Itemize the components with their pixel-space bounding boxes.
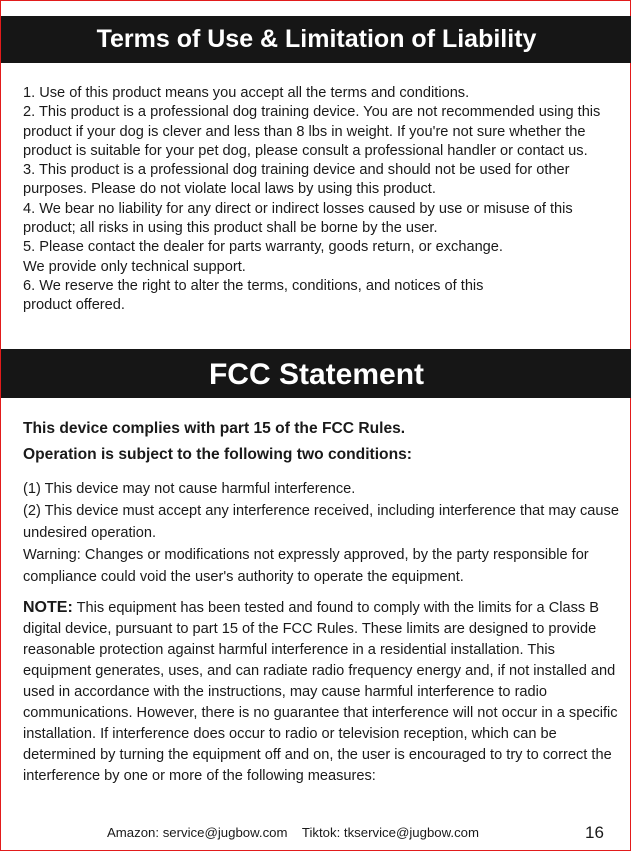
term-item: 5. Please contact the dealer for parts warranty, goods return, or exchange. [23,239,503,256]
fcc-intro-line: This device complies with part 15 of the FCC Rules. [23,420,406,437]
note-label: NOTE: [23,599,73,616]
page-number: 16 [585,823,604,842]
term-item: 1. Use of this product means you accept all the terms and conditions. [23,85,470,101]
terms-title-banner [1,16,631,63]
fcc-condition: (1) This device may not cause harmful interference. [23,481,356,497]
footer-contacts: Amazon: service@jugbow.com Tiktok: tkservice@jugbow.com [107,825,479,840]
fcc-condition: (2) This device must accept any interference received, including interference that may cause undesired operation. [23,503,619,541]
fcc-note [23,597,621,787]
terms-list [23,84,621,316]
term-item: 6. We reserve the right to alter the terms, conditions, and notices of this [23,277,484,294]
fcc-title-banner [1,349,631,398]
term-item: product offered. [23,297,125,314]
fcc-intro [23,416,621,468]
fcc-note-paragraph [23,597,621,787]
note-text: This equipment has been tested and found to comply with the limits for a Class B digital device, pursuant to part 15 of the FCC Rules. These limits are designed to provide reasonable protection against harmful interference in a residential installation. This equipment generates, uses, and can radiate radio frequency energy and, if not installed and used in accordance with the instructions, may cause harmful interference to radio communications. However, there is no guarantee that interference will not occur in a specific installation. If interference does occur to radio or television reception, which can be determined by turning the equipment off and on, the user is encouraged to try to correct the interference by one or more of the following measures: [23,600,618,784]
fcc-title: FCC Statement [208,358,425,391]
term-item: We provide only technical support. [23,258,246,275]
term-item: 3. This product is a professional dog training device and should not be used for other purposes. Please do not violate local laws by using this product. [23,162,570,198]
term-item: 2. This product is a professional dog training device. You are not recommended using this product if your dog is clever and less than 8 lbs in weight. If you're not sure whether the product is suitable for your pet dog, please consult a professional handler or contact us. [23,104,601,159]
fcc-warning: Warning: Changes or modifications not expressly approved, by the party responsible for compliance could void the user's authority to operate the equipment. [23,547,589,585]
term-item: 4. We bear no liability for any direct or indirect losses caused by use or misuse of this product; all risks in using this product shall be borne by the user. [23,200,573,237]
terms-title: Terms of Use & Limitation of Liability [96,25,537,53]
fcc-intro-line: Operation is subject to the following two conditions: [23,446,412,463]
fcc-conditions [23,478,621,588]
